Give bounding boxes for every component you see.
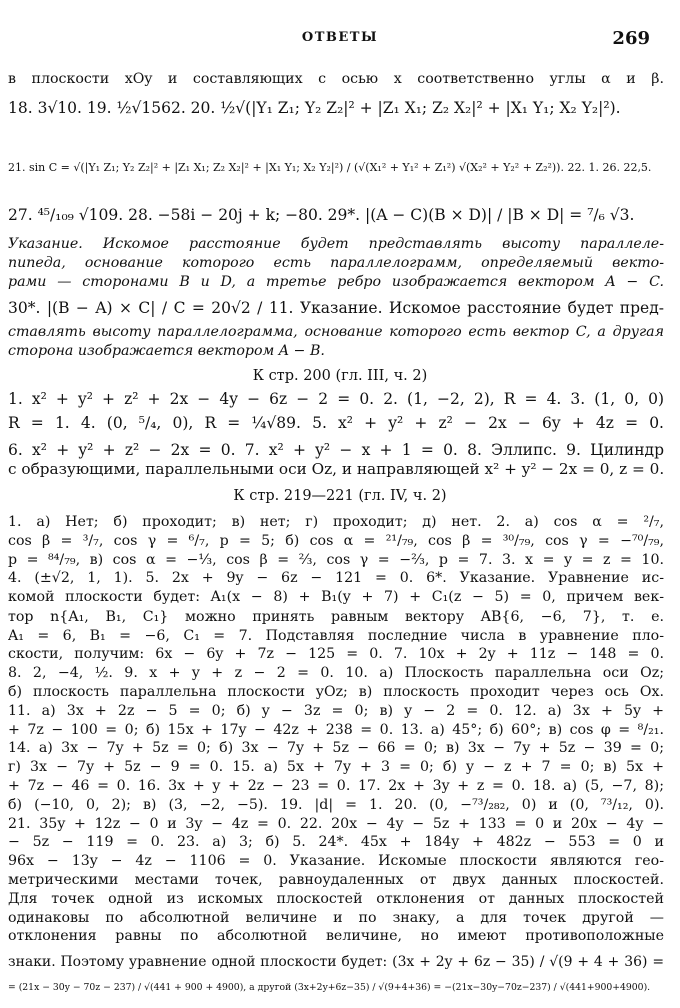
answer-line: + 7z − 100 = 0; б) 15x + 17y − 42z + 238 = 0. 13. а) 45°; б) 60°; в) cos φ = ⁸/₂₁. [8, 722, 664, 738]
text-line: одинаковы по абсолютной величине и по знаку, а для точек другой — [8, 910, 664, 926]
running-header-title: ОТВЕТЫ [301, 30, 379, 45]
answer-line: 21. 35y + 12z − 0 и 3y − 4z = 0. 22. 20x − 4y − 5z + 133 = 0 и 20x − 4y − [8, 816, 664, 832]
text-line: отклонения равны по абсолютной величине, но имеют противоположные [8, 928, 664, 944]
answer-line: 1. x² + y² + z² + 2x − 4y − 6z − 2 = 0. 2. (1, −2, 2), R = 4. 3. (1, 0, 0) [8, 390, 664, 408]
answer-line: 4. (±√2, 1, 1). 5. 2x + 9y − 6z − 121 = 0. 6*. Указание. Уравнение ис- [8, 570, 664, 586]
hint-line: Указание. Искомое расстояние будет представлять высоту параллеле- [8, 236, 664, 252]
answer-line: + 7z − 46 = 0. 16. 3x + y + 2z − 23 = 0. 17. 2x + 3y + z = 0. 18. а) (5, −7, 8); [8, 778, 664, 794]
text-line: знаки. Поэтому уравнение одной плоскости будет: (3x + 2y + 6z − 35) / √(9 + 4 + 36) = [8, 954, 664, 970]
answer-line: 8. 2, −4, ½. 9. x + y + z − 2 = 0. 10. а) Плоскость параллельна оси Oz; [8, 665, 664, 681]
page-number: 269 [612, 28, 650, 49]
answer-line: 27. ⁴⁵/₁₀₉ √109. 28. −58i − 20j + k; −80. 29*. |(A − C)(B × D)| / |B × D| = ⁷/₆ √3. [8, 206, 635, 224]
answer-line: г) 3x − 7y + 5z − 9 = 0. 15. а) 5x + 7y + 3 = 0; б) y − z + 7 = 0; в) 5x + [8, 759, 664, 775]
answer-line: б) плоскость параллельна плоскости yOz; в) плоскость проходит через ось Ox. [8, 684, 664, 700]
section-heading: К стр. 200 (гл. III, ч. 2) [252, 368, 428, 384]
answer-line: 14. а) 3x − 7y + 5z = 0; б) 3x − 7y + 5z − 66 = 0; в) 3x − 7y + 5z − 39 = 0; [8, 740, 664, 756]
answer-line: 30*. |(B − A) × C| / C = 20√2 / 11. Указание. Искомое расстояние будет пред- [8, 299, 664, 317]
answer-line: p = ⁸⁴/₇₉, в) cos α = −⅓, cos β = ⅔, cos γ = −⅔, p = 7. 3. x = y = z = 10. [8, 552, 664, 568]
answer-line: 18. 3√10. 19. ½√1562. 20. ½√(|Y₁ Z₁; Y₂ Z₂|² + |Z₁ X₁; Z₂ X₂|² + |X₁ Y₁; X₂ Y₂|²). [8, 99, 621, 117]
equation-line: = (21x − 30y − 70z − 237) / √(441 + 900 + 4900), а другой (3x+2y+6z−35) / √(9+4+36) = −(21x−30y−70z−237) / √(441+900+4900). [8, 982, 651, 993]
answer-line: 1. а) Нет; б) проходит; в) нет; г) проходит; д) нет. 2. а) cos α = ²/₇, [8, 514, 664, 530]
hint-line: пипеда, основание которого есть параллелограмм, определяемый векто- [8, 255, 664, 271]
answer-line: cos β = ³/₇, cos γ = ⁶/₇, p = 5; б) cos α = ²¹/₇₉, cos β = ³⁰/₇₉, cos γ = −⁷⁰/₇₉, [8, 533, 664, 549]
answer-line: R = 1. 4. (0, ⁵/₄, 0), R = ¼√89. 5. x² + y² + z² − 2x − 6y + 4z = 0. [8, 414, 664, 432]
section-heading: К стр. 219—221 (гл. IV, ч. 2) [233, 488, 447, 504]
text-line: Для точек одной из искомых плоскостей отклонения от данных плоскостей [8, 891, 664, 907]
hint-line: рами — сторонами B и D, а третье ребро изображается вектором A − C. [8, 274, 664, 290]
hint-line: ставлять высоту параллелограмма, основание которого есть вектор C, а другая [8, 324, 664, 340]
text-line: в плоскости xOy и составляющих с осью x соответственно углы α и β. [8, 71, 664, 87]
hint-line: сторона изображается вектором A − B. [8, 343, 325, 359]
answer-line: 96x − 13y − 4z − 1106 = 0. Указание. Искомые плоскости являются гео- [8, 853, 664, 869]
answer-line: 21. sin C = √(|Y₁ Z₁; Y₂ Z₂|² + |Z₁ X₁; Z₂ X₂|² + |X₁ Y₁; X₂ Y₂|²) / (√(X₁² + Y₁² + Z₁²) √(X₂² + Y₂² + Z₂²)). 22. 1. 26. 22,5. [8, 161, 652, 174]
answer-line: 11. а) 3x + 2z − 5 = 0; б) y − 3z = 0; в) y − 2 = 0. 12. а) 3x + 5y + [8, 703, 664, 719]
answer-line: с образующими, параллельными оси Oz, и направляющей x² + y² − 2x = 0, z = 0. [8, 460, 664, 478]
answer-line: тор n{A₁, B₁, C₁} можно принять равным вектору AB{6, −6, 7}, т. е. [8, 609, 664, 625]
text-line: метрическими местами точек, равноудаленных от двух данных плоскостей. [8, 872, 664, 888]
answer-line: A₁ = 6, B₁ = −6, C₁ = 7. Подставляя последние числа в уравнение пло- [8, 628, 664, 644]
answer-line: − 5z − 119 = 0. 23. а) 3; б) 5. 24*. 45x + 184y + 482z − 553 = 0 и [8, 834, 664, 850]
answer-line: скости, получим: 6x − 6y + 7z − 125 = 0. 7. 10x + 2y + 11z − 148 = 0. [8, 646, 664, 662]
answer-line: комой плоскости будет: A₁(x − 8) + B₁(y + 7) + C₁(z − 5) = 0, причем век- [8, 589, 664, 605]
answer-line: б) (−10, 0, 2); в) (3, −2, −5). 19. |d| = 1. 20. (0, −⁷³/₂₈₂, 0) и (0, ⁷³/₁₂, 0). [8, 797, 664, 813]
answer-line: 6. x² + y² + z² − 2x = 0. 7. x² + y² − x + 1 = 0. 8. Эллипс. 9. Цилиндр [8, 441, 664, 459]
